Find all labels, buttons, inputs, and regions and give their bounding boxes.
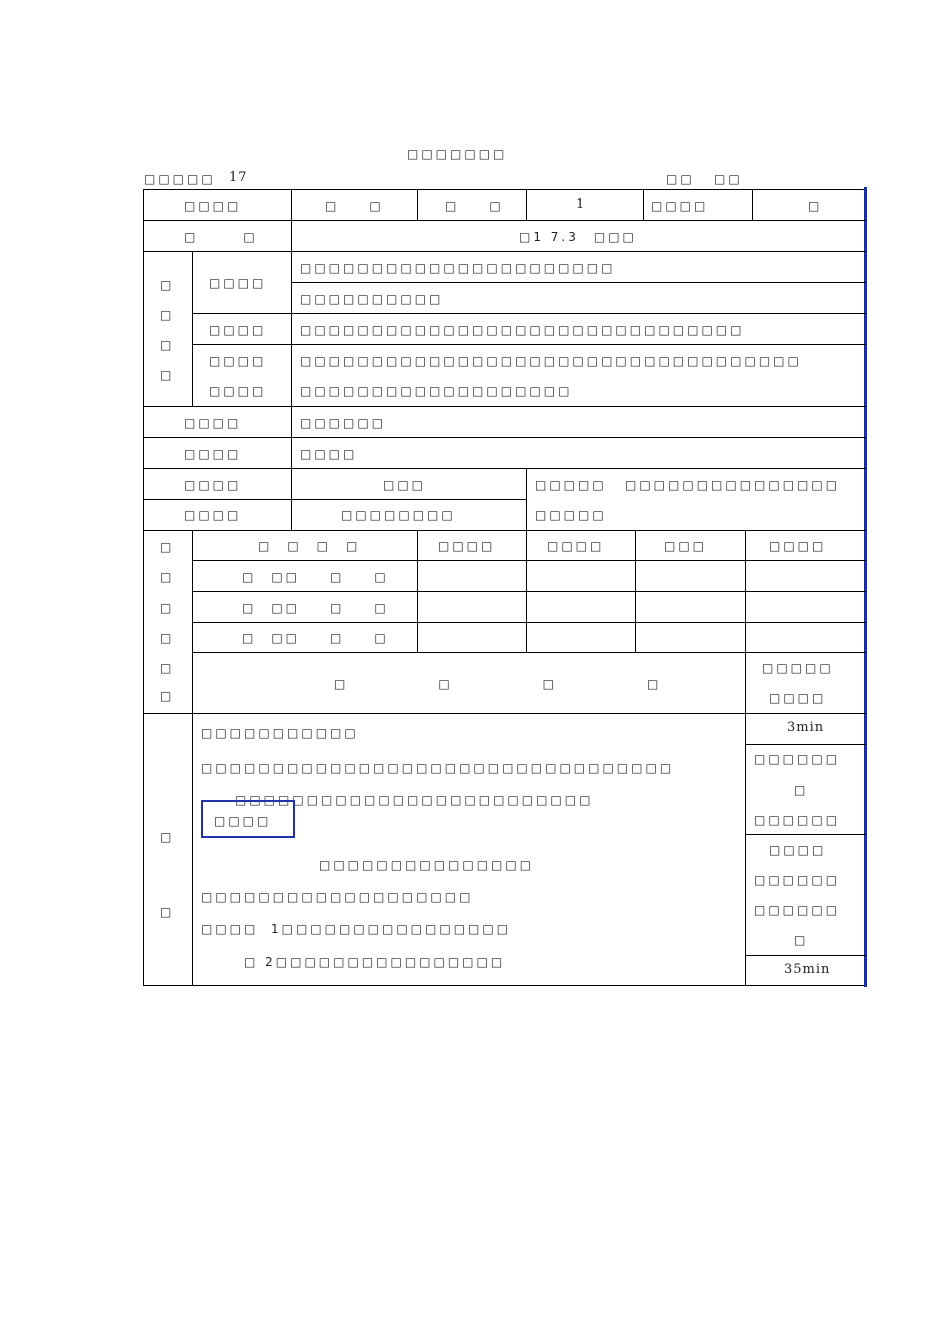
table-right-edge — [864, 187, 867, 987]
process-right-b-3: □□□□□□ — [754, 903, 841, 917]
process-line-1: □□□□□□□□□□□ — [201, 726, 359, 740]
info-3-right-label: □□□□□ — [535, 478, 607, 492]
plan-row-1-label: □ □□ □ □ — [242, 570, 389, 584]
process-line-3: □□□□□□□□□□□□□□□□□□□□□□□□□ — [235, 793, 594, 807]
plan-side-1: □ — [160, 540, 175, 554]
topic-label: □ □ — [184, 230, 258, 244]
goal-3-label-2: □□□□ — [209, 384, 267, 398]
process-line-7: □ 2□□□□□□□□□□□□□□□□ — [244, 955, 506, 969]
lesson-number-value: 17 — [229, 170, 248, 185]
lesson-number-label: □□□□□ — [144, 172, 216, 186]
process-right-b-1: □□□□ — [769, 843, 827, 857]
plan-header-2: □□□□ — [438, 539, 496, 553]
plan-row-2-label: □ □□ □ □ — [242, 601, 389, 615]
info-1-label: □□□□ — [184, 416, 242, 430]
process-line-6-a: □□□□ — [201, 922, 259, 936]
row1-cell-6: □ — [808, 199, 823, 213]
plan-header-1: □ □ □ □ — [258, 539, 361, 553]
info-2-label: □□□□ — [184, 447, 242, 461]
highlight-box-text: □□□□ — [214, 814, 272, 828]
goals-side-4: □ — [160, 368, 175, 382]
plan-summary-right-2: □□□□ — [769, 691, 827, 705]
goal-3-label-1: □□□□ — [209, 354, 267, 368]
row1-cell-2: □ □ — [325, 199, 384, 213]
plan-side-4: □ — [160, 631, 175, 645]
plan-header-3: □□□□ — [547, 539, 605, 553]
process-line-6-b: 1□□□□□□□□□□□□□□□□ — [271, 922, 512, 936]
info-4-right-label: □□□□□ — [535, 508, 607, 522]
process-line-5: □□□□□□□□□□□□□□□□□□□ — [201, 890, 474, 904]
goals-side-1: □ — [160, 278, 175, 292]
process-time-1: 3min — [787, 720, 825, 735]
plan-side-6: □ — [160, 689, 175, 703]
process-right-a-1: □□□□□□ — [754, 752, 841, 766]
process-side-2: □ — [160, 905, 175, 919]
goal-1-line-1: □□□□□□□□□□□□□□□□□□□□□□ — [300, 261, 616, 275]
plan-header-4: □□□ — [664, 539, 708, 553]
goals-side-3: □ — [160, 338, 175, 352]
info-3-right-value: □□□□□□□□□□□□□□□ — [625, 478, 841, 492]
info-3-value: □□□ — [383, 478, 427, 492]
row1-cell-4: 1 — [576, 197, 586, 212]
info-4-label: □□□□ — [184, 508, 242, 522]
goal-3-line-1: □□□□□□□□□□□□□□□□□□□□□□□□□□□□□□□□□□□ — [300, 354, 802, 368]
process-right-b-2: □□□□□□ — [754, 873, 841, 887]
info-4-value: □□□□□□□□ — [341, 508, 456, 522]
info-3-label: □□□□ — [184, 478, 242, 492]
info-1-value: □□□□□□ — [300, 416, 387, 430]
document-title: □□□□□□□ — [407, 147, 508, 161]
plan-side-2: □ — [160, 570, 175, 584]
process-line-2: □□□□□□□□□□□□□□□□□□□□□□□□□□□□□□□□□ — [201, 761, 675, 775]
process-side-1: □ — [160, 830, 175, 844]
goals-side-2: □ — [160, 308, 175, 322]
process-right-b-4: □ — [794, 933, 809, 947]
row1-cell-1: □□□□ — [184, 199, 242, 213]
row1-cell-5: □□□□ — [651, 199, 709, 213]
process-right-a-3: □□□□□□ — [754, 813, 841, 827]
row1-cell-3: □ □ — [445, 199, 504, 213]
goal-2-label: □□□□ — [209, 323, 267, 337]
plan-side-3: □ — [160, 601, 175, 615]
date-suffix: □□ — [714, 172, 743, 186]
topic-value: □1 7.3 □□□ — [519, 230, 637, 244]
plan-summary-right-1: □□□□□ — [762, 661, 834, 675]
process-time-2: 35min — [784, 962, 831, 977]
info-2-value: □□□□ — [300, 447, 358, 461]
plan-summary: □ □ □ □ — [334, 677, 662, 691]
goal-1-label: □□□□ — [209, 276, 267, 290]
plan-header-5: □□□□ — [769, 539, 827, 553]
process-right-a-2: □ — [794, 783, 809, 797]
plan-row-3-label: □ □□ □ □ — [242, 631, 389, 645]
process-line-4: □□□□□□□□□□□□□□□ — [319, 858, 535, 872]
goal-3-line-2: □□□□□□□□□□□□□□□□□□□ — [300, 384, 573, 398]
goal-2-value: □□□□□□□□□□□□□□□□□□□□□□□□□□□□□□□ — [300, 323, 745, 337]
goal-1-line-2: □□□□□□□□□□ — [300, 292, 444, 306]
plan-side-5: □ — [160, 661, 175, 675]
date-label: □□ — [666, 172, 695, 186]
